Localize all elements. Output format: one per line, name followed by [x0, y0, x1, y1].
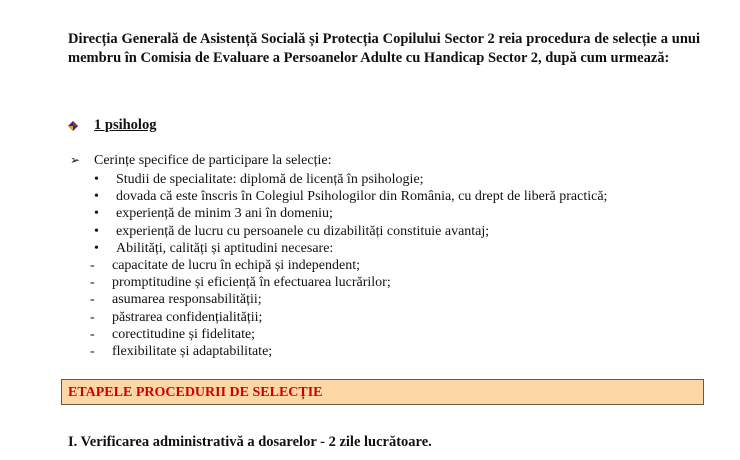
- dash-bullet-icon: -: [90, 258, 95, 274]
- skill-item: [92, 326, 607, 343]
- skill-item: [92, 309, 607, 326]
- skill-item: [92, 257, 607, 274]
- dash-bullet-icon: -: [90, 292, 95, 308]
- section-one-duration: - 2 zile lucrătoare.: [316, 434, 432, 450]
- requirements-list: [92, 171, 607, 360]
- list-item-text: Abilități, calități și aptitudini necesare:: [116, 240, 334, 256]
- list-item-text: experiență de lucru cu persoanele cu dizabilități constituie avantaj;: [116, 223, 490, 239]
- skill-item-text: capacitate de lucru în echipă și independent;: [112, 258, 361, 274]
- list-item-text: experiență de minim 3 ani în domeniu;: [116, 206, 333, 222]
- dot-bullet-icon: •: [94, 172, 99, 187]
- list-item: [92, 240, 607, 257]
- dot-bullet-icon: •: [94, 189, 99, 205]
- skill-item: [92, 343, 607, 360]
- position-label: 1 psiholog: [94, 117, 157, 133]
- position-heading: [68, 117, 156, 134]
- list-item-text: dovada că este înscris în Colegiul Psihologilor din România, cu drept de liberă practică;: [116, 189, 608, 205]
- skill-item-text: flexibilitate și adaptabilitate;: [112, 344, 273, 360]
- skill-item-text: corectitudine și fidelitate;: [112, 326, 256, 342]
- dot-bullet-icon: •: [94, 240, 99, 256]
- requirements-title: [70, 153, 331, 169]
- arrow-bullet-icon: ➢: [70, 153, 81, 167]
- diamond-bullet-icon: [68, 121, 78, 131]
- section-one-heading: [68, 434, 432, 451]
- list-item: [92, 188, 607, 205]
- list-item: [92, 171, 607, 188]
- skill-item: [92, 291, 607, 308]
- dash-bullet-icon: -: [90, 344, 95, 360]
- skill-item-text: asumarea responsabilității;: [112, 292, 262, 308]
- etape-heading: ETAPELE PROCEDURII DE SELECȚIE: [68, 385, 323, 400]
- skill-item-text: păstrarea confidențialității;: [112, 309, 263, 325]
- dash-bullet-icon: -: [90, 309, 95, 325]
- list-item: [92, 223, 607, 240]
- dot-bullet-icon: •: [94, 223, 99, 239]
- list-item-text: Studii de specialitate: diplomă de licență în psihologie;: [116, 172, 424, 187]
- skill-item: [92, 274, 607, 291]
- etape-heading-box: [61, 379, 704, 405]
- intro-paragraph: Direcția Generală de Asistență Socială și Protecția Copilului Sector 2 reia procedura de selecție a unui membru în Comisia de Evaluare a Persoanelor Adulte cu Handicap Sector 2, după cum urmează:: [68, 31, 700, 66]
- requirements-title-text: Cerințe specifice de participare la selecție:: [94, 153, 332, 168]
- dash-bullet-icon: -: [90, 326, 95, 342]
- section-one-title: I. Verificarea administrativă a dosarelor: [68, 434, 317, 450]
- list-item: [92, 205, 607, 222]
- dash-bullet-icon: -: [90, 275, 95, 291]
- skill-item-text: promptitudine și eficiență în efectuarea lucrărilor;: [112, 275, 391, 291]
- dot-bullet-icon: •: [94, 206, 99, 222]
